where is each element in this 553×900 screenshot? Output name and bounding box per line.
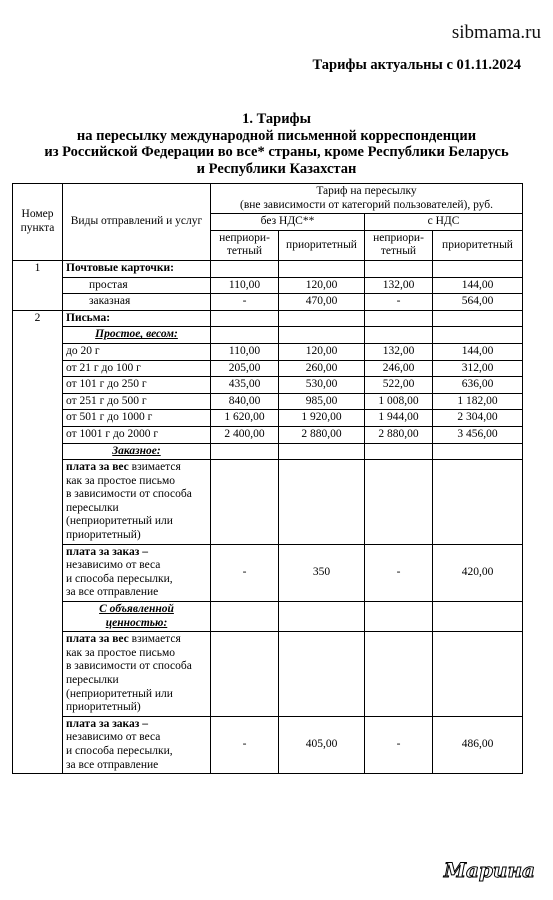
cell-value: 3 456,00 bbox=[433, 426, 523, 443]
cell-value: 435,00 bbox=[211, 377, 279, 394]
header-priority-vat: приоритетный bbox=[433, 230, 523, 260]
title-line-4: и Республики Казахстан bbox=[196, 160, 357, 177]
table-row bbox=[13, 377, 523, 394]
cell-value: 564,00 bbox=[433, 294, 523, 311]
section-title: Почтовые карточки: bbox=[63, 260, 211, 277]
cell-value: 144,00 bbox=[433, 277, 523, 294]
cell-value: 2 880,00 bbox=[365, 426, 433, 443]
table-row bbox=[13, 602, 523, 632]
cell-value: 1 620,00 bbox=[211, 410, 279, 427]
row-label: от 501 г до 1000 г bbox=[63, 410, 211, 427]
title-line-1: 1. Тарифы bbox=[242, 111, 311, 127]
cell-value: 260,00 bbox=[279, 360, 365, 377]
table-row bbox=[13, 260, 523, 277]
cell-value: - bbox=[211, 294, 279, 311]
row-label: от 101 г до 250 г bbox=[63, 377, 211, 394]
cell-value: - bbox=[365, 716, 433, 773]
row-label-text: независимо от веса и способа пересылки, за все отправление bbox=[66, 559, 173, 599]
row-label: от 251 г до 500 г bbox=[63, 393, 211, 410]
header-non-priority-no-vat: неприори- тетный bbox=[211, 230, 279, 260]
table-row bbox=[13, 277, 523, 294]
watermark-text: sibmama.ru bbox=[451, 22, 541, 43]
table-row bbox=[13, 460, 523, 545]
cell-value: 132,00 bbox=[365, 277, 433, 294]
table-row bbox=[13, 632, 523, 717]
table-row bbox=[13, 544, 523, 601]
row-label bbox=[63, 544, 211, 601]
title-line-2: на пересылку международной письменной корреспонденции bbox=[76, 127, 477, 144]
row-label-bold: плата за вес bbox=[66, 633, 129, 646]
cell-value: 2 880,00 bbox=[279, 426, 365, 443]
document-title bbox=[0, 111, 553, 177]
table-row bbox=[13, 426, 523, 443]
header-type: Виды отправлений и услуг bbox=[63, 184, 211, 261]
cell-value: - bbox=[365, 544, 433, 601]
tariff-date: Тарифы актуальны с 01.11.2024 bbox=[312, 57, 521, 73]
cell-value: 110,00 bbox=[211, 343, 279, 360]
header-non-priority-vat: неприори- тетный bbox=[365, 230, 433, 260]
row-label bbox=[63, 632, 211, 717]
cell-value: 246,00 bbox=[365, 360, 433, 377]
section-number: 2 bbox=[13, 310, 63, 773]
section-title: Письма: bbox=[63, 310, 211, 327]
row-label-bold: плата за вес bbox=[66, 461, 129, 474]
table-row bbox=[13, 327, 523, 344]
cell-value: 110,00 bbox=[211, 277, 279, 294]
cell-value: 840,00 bbox=[211, 393, 279, 410]
cell-value: 530,00 bbox=[279, 377, 365, 394]
cell-value: 985,00 bbox=[279, 393, 365, 410]
header-with-vat: с НДС bbox=[365, 214, 523, 231]
cell-value: 420,00 bbox=[433, 544, 523, 601]
table-header-row-1 bbox=[13, 184, 523, 214]
cell-value: 1 008,00 bbox=[365, 393, 433, 410]
row-label-bold: плата за заказ – bbox=[66, 545, 149, 558]
table-row bbox=[13, 716, 523, 773]
cell-value: 636,00 bbox=[433, 377, 523, 394]
table-row bbox=[13, 443, 523, 460]
tariff-table bbox=[12, 183, 523, 774]
header-number: Номер пункта bbox=[13, 184, 63, 261]
cell-value: - bbox=[211, 716, 279, 773]
table-row bbox=[13, 294, 523, 311]
row-label-text: независимо от веса и способа пересылки, за все отправление bbox=[66, 731, 173, 771]
cell-value: 132,00 bbox=[365, 343, 433, 360]
cell-value: 120,00 bbox=[279, 277, 365, 294]
row-label: заказная bbox=[63, 294, 211, 311]
row-label: от 21 г до 100 г bbox=[63, 360, 211, 377]
title-line-3: из Российской Федерации во все* страны, кроме Республики Беларусь bbox=[44, 144, 509, 160]
section-number: 1 bbox=[13, 260, 63, 310]
cell-value: 1 944,00 bbox=[365, 410, 433, 427]
cell-value: 522,00 bbox=[365, 377, 433, 394]
cell-value: 205,00 bbox=[211, 360, 279, 377]
cell-value: 470,00 bbox=[279, 294, 365, 311]
table-row bbox=[13, 310, 523, 327]
table-row bbox=[13, 343, 523, 360]
cell-value: 1 920,00 bbox=[279, 410, 365, 427]
header-priority-no-vat: приоритетный bbox=[279, 230, 365, 260]
subsection-title: Заказное: bbox=[63, 443, 211, 460]
table-row bbox=[13, 410, 523, 427]
table-row bbox=[13, 360, 523, 377]
subsection-title: Простое, весом: bbox=[63, 327, 211, 344]
cell-value: 120,00 bbox=[279, 343, 365, 360]
row-label-text: взимается как за простое письмо в зависимости от способа пересылки (неприоритетный или приоритетный) bbox=[66, 461, 192, 542]
row-label-bold: плата за заказ – bbox=[66, 717, 149, 730]
cell-value: 1 182,00 bbox=[433, 393, 523, 410]
cell-value: - bbox=[211, 544, 279, 601]
signature: Марина bbox=[443, 858, 535, 882]
cell-value: 486,00 bbox=[433, 716, 523, 773]
cell-value: 350 bbox=[279, 544, 365, 601]
header-tariff: Тариф на пересылку (вне зависимости от категорий пользователей), руб. bbox=[211, 184, 523, 214]
cell-value: 2 400,00 bbox=[211, 426, 279, 443]
row-label-text: взимается как за простое письмо в зависимости от способа пересылки (неприоритетный или приоритетный) bbox=[66, 633, 192, 714]
subsection-title: С объявленной ценностью: bbox=[63, 602, 211, 632]
row-label: от 1001 г до 2000 г bbox=[63, 426, 211, 443]
cell-value: 405,00 bbox=[279, 716, 365, 773]
header-no-vat: без НДС** bbox=[211, 214, 365, 231]
cell-value: 312,00 bbox=[433, 360, 523, 377]
row-label: простая bbox=[63, 277, 211, 294]
row-label bbox=[63, 460, 211, 545]
cell-value: 144,00 bbox=[433, 343, 523, 360]
cell-value: 2 304,00 bbox=[433, 410, 523, 427]
row-label: до 20 г bbox=[63, 343, 211, 360]
cell-value: - bbox=[365, 294, 433, 311]
table-row bbox=[13, 393, 523, 410]
row-label bbox=[63, 716, 211, 773]
